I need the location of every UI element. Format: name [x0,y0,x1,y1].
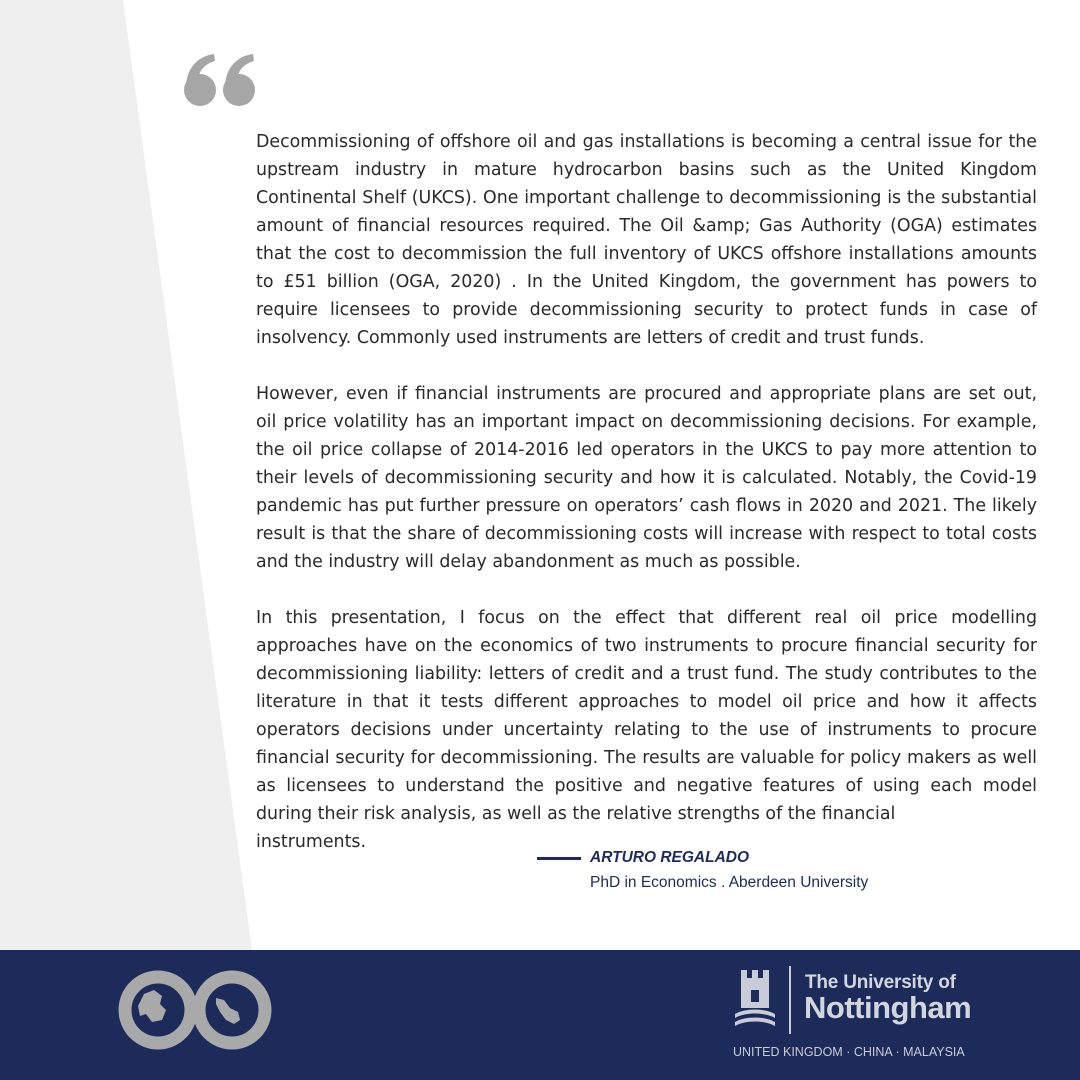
footer-bar [0,950,1080,1080]
quote-body [256,128,1037,856]
university-name-line1: The University of [805,972,956,993]
signature-name: ARTURO REGALADO [590,849,750,866]
infinity-globe-logo-icon [116,964,274,1056]
university-campuses: UNITED KINGDOM · CHINA · MALAYSIA [733,1045,965,1059]
signature-rule [537,857,581,860]
quote-paragraph-3-tail: instruments. [256,832,366,852]
quote-paragraph-3: In this presentation, I focus on the effect that different real oil price modelling approaches have on the economics of two instruments to procure financial security for decommissioning liability: letters of credit and a trust fund. The study contributes to the literature in that it tests different approaches to model oil price and how it affects operators decisions under uncertainty relating to the use of instruments to procure financial security for decommissioning. The results are valuable for policy makers as well as licensees to understand the positive and negative features of using each model during their risk analysis, as well as the relative strengths of the financial [256,608,1037,824]
quote-paragraph-2: However, even if financial instruments are procured and appropriate plans are set out, oil price volatility has an important impact on decommissioning decisions. For example, the oil price collapse of 2014-2016 led operators in the UKCS to pay more attention to their levels of decommissioning security and how it is calculated. Notably, the Covid-19 pandemic has put further pressure on operators’ cash flows in 2020 and 2021. The likely result is that the share of decommissioning costs will increase with respect to total costs and the industry will delay abandonment as much as possible. [256,384,1037,572]
university-name-line2: Nottingham [804,990,972,1025]
quote-open-icon [182,52,258,108]
nottingham-crest-icon [733,968,777,1032]
university-divider [789,966,791,1034]
quote-paragraph-1: Decommissioning of offshore oil and gas installations is becoming a central issue for the upstream industry in mature hydrocarbon basins such as the United Kingdom Continental Shelf (UKCS). One important challenge to decommissioning is the substantial amount of financial resources required. The Oil &amp; Gas Authority (OGA) estimates that the cost to decommission the full inventory of UKCS offshore installations amounts to £51 billion (OGA, 2020) . In the United Kingdom, the government has powers to require licensees to provide decommissioning security to protect funds in case of insolvency. Commonly used instruments are letters of credit and trust funds. [256,132,1037,348]
signature-role: PhD in Economics . Aberdeen University [590,874,869,891]
